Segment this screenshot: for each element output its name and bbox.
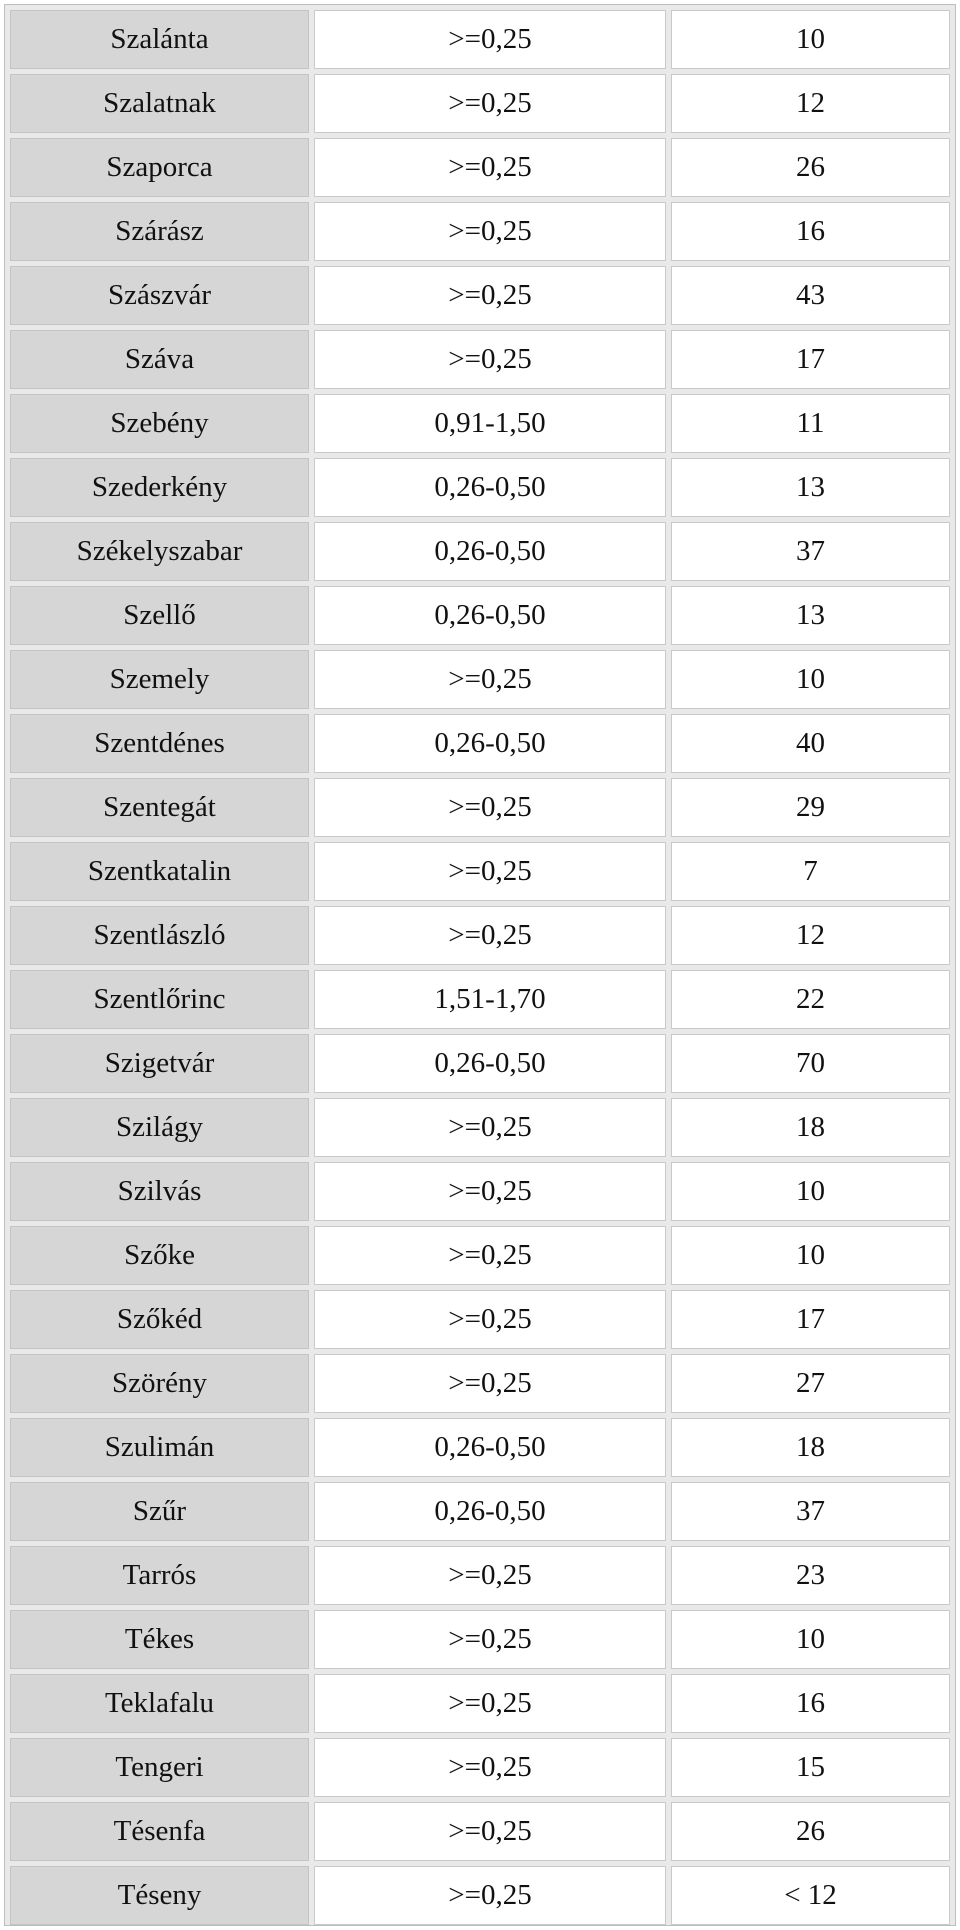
value-cell: 43 [671, 266, 950, 325]
range-cell: >=0,25 [314, 1802, 666, 1861]
settlement-name-cell: Tengeri [10, 1738, 309, 1797]
range-cell: >=0,25 [314, 1674, 666, 1733]
table-row [10, 1034, 950, 1093]
table-row [10, 842, 950, 901]
value-cell: 70 [671, 1034, 950, 1093]
range-cell: >=0,25 [314, 202, 666, 261]
table-row [10, 1674, 950, 1733]
range-cell: 0,26-0,50 [314, 714, 666, 773]
table-row [10, 1354, 950, 1413]
settlement-name-cell: Szentdénes [10, 714, 309, 773]
value-cell: 12 [671, 906, 950, 965]
table-row [10, 778, 950, 837]
value-cell: 10 [671, 1162, 950, 1221]
table-row [10, 458, 950, 517]
table-row [10, 266, 950, 325]
settlement-name-cell: Száva [10, 330, 309, 389]
value-cell: 27 [671, 1354, 950, 1413]
table-row [10, 1866, 950, 1925]
settlement-name-cell: Szaporca [10, 138, 309, 197]
value-cell: 29 [671, 778, 950, 837]
value-cell: 23 [671, 1546, 950, 1605]
table-row [10, 1802, 950, 1861]
range-cell: >=0,25 [314, 138, 666, 197]
settlement-name-cell: Tésenfa [10, 1802, 309, 1861]
range-cell: 0,26-0,50 [314, 1034, 666, 1093]
settlement-name-cell: Szulimán [10, 1418, 309, 1477]
table-row [10, 1162, 950, 1221]
settlement-name-cell: Szederkény [10, 458, 309, 517]
range-cell: >=0,25 [314, 10, 666, 69]
settlement-name-cell: Szörény [10, 1354, 309, 1413]
settlement-name-cell: Tékes [10, 1610, 309, 1669]
value-cell: 13 [671, 586, 950, 645]
table-row [10, 650, 950, 709]
range-cell: >=0,25 [314, 330, 666, 389]
range-cell: 0,26-0,50 [314, 1418, 666, 1477]
settlement-name-cell: Szilvás [10, 1162, 309, 1221]
value-cell: < 12 [671, 1866, 950, 1925]
range-cell: >=0,25 [314, 1098, 666, 1157]
value-cell: 37 [671, 1482, 950, 1541]
range-cell: >=0,25 [314, 1162, 666, 1221]
value-cell: 16 [671, 202, 950, 261]
value-cell: 17 [671, 1290, 950, 1349]
range-cell: 1,51-1,70 [314, 970, 666, 1029]
range-cell: 0,26-0,50 [314, 522, 666, 581]
table-row [10, 1418, 950, 1477]
settlement-name-cell: Szilágy [10, 1098, 309, 1157]
table-row [10, 330, 950, 389]
value-cell: 40 [671, 714, 950, 773]
value-cell: 13 [671, 458, 950, 517]
settlement-name-cell: Szászvár [10, 266, 309, 325]
range-cell: >=0,25 [314, 1546, 666, 1605]
value-cell: 17 [671, 330, 950, 389]
value-cell: 15 [671, 1738, 950, 1797]
range-cell: >=0,25 [314, 1290, 666, 1349]
settlement-name-cell: Szentlőrinc [10, 970, 309, 1029]
range-cell: >=0,25 [314, 1738, 666, 1797]
range-cell: >=0,25 [314, 74, 666, 133]
settlement-name-cell: Szigetvár [10, 1034, 309, 1093]
table-row [10, 202, 950, 261]
range-cell: >=0,25 [314, 266, 666, 325]
range-cell: >=0,25 [314, 1610, 666, 1669]
table-row [10, 74, 950, 133]
table-row [10, 1610, 950, 1669]
table-row [10, 138, 950, 197]
range-cell: >=0,25 [314, 778, 666, 837]
value-cell: 12 [671, 74, 950, 133]
range-cell: 0,26-0,50 [314, 1482, 666, 1541]
settlement-name-cell: Szalatnak [10, 74, 309, 133]
settlement-name-cell: Szőkéd [10, 1290, 309, 1349]
range-cell: 0,26-0,50 [314, 458, 666, 517]
table-row [10, 970, 950, 1029]
data-table [5, 5, 955, 1930]
range-cell: 0,26-0,50 [314, 586, 666, 645]
settlement-name-cell: Székelyszabar [10, 522, 309, 581]
table-row [10, 394, 950, 453]
value-cell: 10 [671, 1610, 950, 1669]
settlement-name-cell: Szellő [10, 586, 309, 645]
settlement-name-cell: Szűr [10, 1482, 309, 1541]
value-cell: 10 [671, 650, 950, 709]
settlement-name-cell: Téseny [10, 1866, 309, 1925]
value-cell: 7 [671, 842, 950, 901]
settlement-name-cell: Tarrós [10, 1546, 309, 1605]
settlement-name-cell: Szentegát [10, 778, 309, 837]
settlement-name-cell: Szebény [10, 394, 309, 453]
settlement-name-cell: Teklafalu [10, 1674, 309, 1733]
value-cell: 26 [671, 138, 950, 197]
table-row [10, 1546, 950, 1605]
range-cell: >=0,25 [314, 1226, 666, 1285]
range-cell: >=0,25 [314, 1354, 666, 1413]
table-row [10, 714, 950, 773]
table-row [10, 1482, 950, 1541]
settlement-name-cell: Szalánta [10, 10, 309, 69]
table-row [10, 1098, 950, 1157]
table-row [10, 1290, 950, 1349]
value-cell: 10 [671, 10, 950, 69]
table-row [10, 10, 950, 69]
settlement-name-cell: Szentlászló [10, 906, 309, 965]
value-cell: 11 [671, 394, 950, 453]
settlement-name-cell: Szentkatalin [10, 842, 309, 901]
settlement-name-cell: Szárász [10, 202, 309, 261]
range-cell: >=0,25 [314, 650, 666, 709]
value-cell: 16 [671, 1674, 950, 1733]
table-row [10, 1738, 950, 1797]
table-body [10, 10, 950, 1925]
table-row [10, 586, 950, 645]
range-cell: >=0,25 [314, 1866, 666, 1925]
value-cell: 18 [671, 1418, 950, 1477]
value-cell: 22 [671, 970, 950, 1029]
range-cell: >=0,25 [314, 842, 666, 901]
settlement-name-cell: Szőke [10, 1226, 309, 1285]
table-row [10, 1226, 950, 1285]
value-cell: 10 [671, 1226, 950, 1285]
value-cell: 37 [671, 522, 950, 581]
value-cell: 26 [671, 1802, 950, 1861]
value-cell: 18 [671, 1098, 950, 1157]
range-cell: >=0,25 [314, 906, 666, 965]
settlement-name-cell: Szemely [10, 650, 309, 709]
table-row [10, 522, 950, 581]
table-row [10, 906, 950, 965]
range-cell: 0,91-1,50 [314, 394, 666, 453]
data-table-container [4, 4, 956, 1926]
